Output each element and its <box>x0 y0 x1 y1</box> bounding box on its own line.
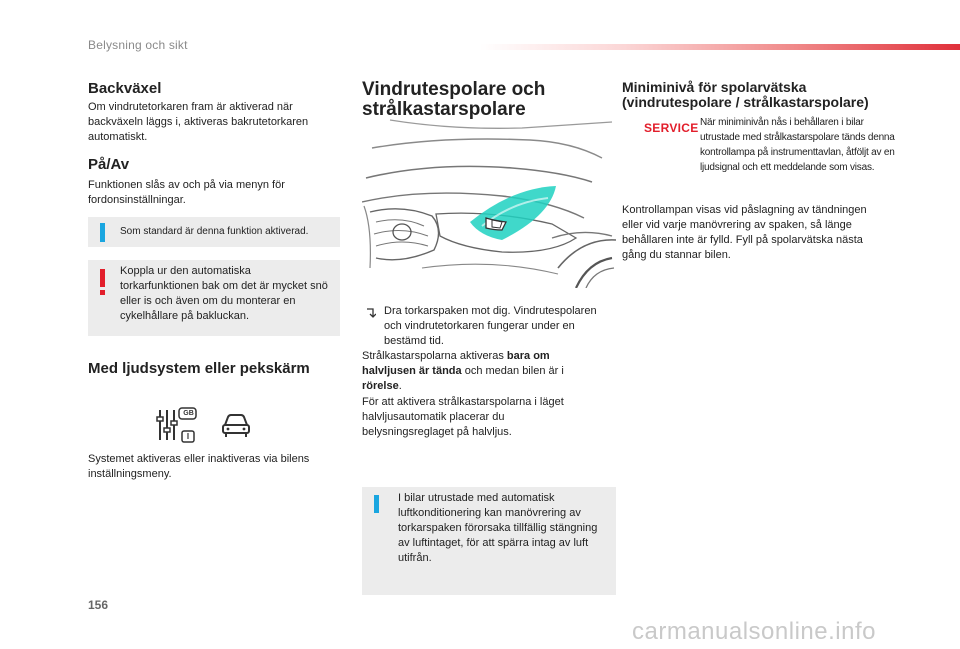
audio-title: Med ljudsystem eller pekskärm <box>88 360 310 377</box>
info-note-ac <box>362 487 616 595</box>
watermark: carmanualsonline.info <box>632 618 876 645</box>
audio-text: Systemet aktiveras eller inaktiveras via bilens inställningsmeny. <box>88 453 310 480</box>
service-text: När miniminivån nås i behållaren i bilar utrustade med strålkastarspolare tänds denna kontrollampa på instrumenttavlan, åtföljt av en ljudsignal och ett meddelande som visas. <box>700 117 895 173</box>
warning-icon <box>100 269 105 287</box>
headlamp-end: . <box>398 380 402 392</box>
headlamp-bold: bara om halvljusen är tända <box>362 350 550 377</box>
i-badge: I <box>186 432 190 441</box>
info-note-ac-text: I bilar utrustade med automatisk luftkonditionering kan manövrering av torkarspaken förorsaka tillfällig stängning av luftintaget, för att spärra intag av luft utifrån. <box>398 492 598 564</box>
headlamp-text <box>362 349 602 394</box>
info-icon <box>374 495 379 513</box>
washer-level-title-line1: Miniminivå för spolarvätska <box>622 79 807 95</box>
page-number: 156 <box>88 598 109 612</box>
info-note-default <box>88 217 340 247</box>
gb-badge: GB <box>183 410 194 417</box>
header-accent-bar <box>480 44 960 50</box>
headlamp-pre: Strålkastarspolarna aktiveras <box>362 350 507 362</box>
onoff-text: Funktionen slås av och på via menyn för fordonsinställningar. <box>88 179 285 206</box>
washer-level-text: Kontrollampan visas vid påslagning av tändningen eller vid varje manövrering av spaken, så länge behållaren inte är fylld. Fyll på spolarvätska nästa gång du stannar bilen. <box>622 204 867 261</box>
instruction-text: Dra torkarspaken mot dig. Vindrutespolaren och vindrutetorkaren fungerar under en bestämd tid. <box>384 305 597 347</box>
headlamp-mid: och medan bilen är i <box>461 365 564 377</box>
info-note-text: Som standard är denna funktion aktiverad. <box>120 226 309 237</box>
bullet-icon <box>366 307 380 324</box>
warning-note <box>88 260 340 336</box>
service-warning-icon: SERVICE <box>644 121 699 135</box>
onoff-title: På/Av <box>88 156 130 173</box>
washer-level-title <box>622 80 922 110</box>
warning-note-text: Koppla ur den automatiska torkarfunktionen bak om det är mycket snö eller is och även om du monterar en cykelhållare på bakluckan. <box>120 265 328 322</box>
info-icon <box>100 223 105 242</box>
headlamp-bold2: rörelse <box>362 380 399 392</box>
car-icon <box>220 412 252 438</box>
car-front-illustration <box>362 118 616 288</box>
activate-text: För att aktivera strålkastarspolarna i läget halvljusautomatik placerar du belysningsreglaget på halvljus. <box>362 396 564 438</box>
warning-icon-dot <box>100 290 105 295</box>
washer-level-title-line2: (vindrutespolare / strålkastarspolare) <box>622 94 869 110</box>
washer-title-line2: strålkastarspolare <box>362 99 526 120</box>
section-title: Belysning och sikt <box>88 38 188 52</box>
reverse-title: Backväxel <box>88 80 162 97</box>
washer-title <box>362 80 612 120</box>
washer-title-line1: Vindrutespolare och <box>362 79 546 100</box>
reverse-text: Om vindrutetorkaren fram är aktiverad när backväxeln läggs i, aktiveras bakrutetorkaren automatiskt. <box>88 101 309 143</box>
